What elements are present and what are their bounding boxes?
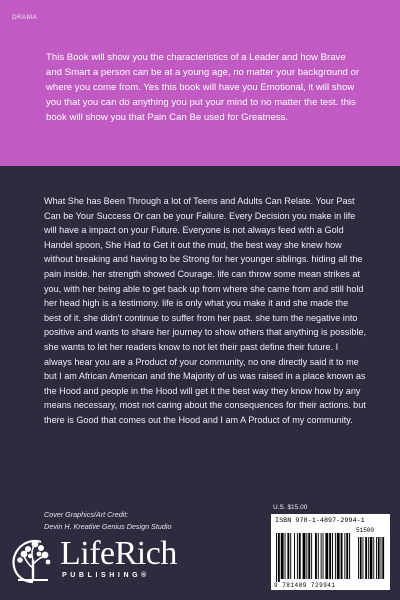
isbn-label: ISBN 978-1-4897-2994-1 [275,517,365,525]
price-label: U.S. $15.00 [273,504,308,511]
barcode-bar [325,533,328,579]
barcode-bar [297,533,298,579]
tree-icon [10,536,56,584]
barcode-bar [285,533,286,579]
barcode-addon-bar [360,537,362,579]
barcode-bar [315,533,317,579]
barcode-bar [332,533,333,579]
barcode-addon-bar [365,537,367,579]
isbn-digits: 9 781489 729941 [274,582,336,589]
cover-credit-line1: Cover Graphics/Art Credit: [44,510,129,519]
top-color-band [0,0,400,166]
barcode-bar [321,533,322,579]
publisher-logo [10,536,210,584]
top-blurb: This Book will show you the characteristics of a Leader and how Brave and Smart a person can be at a young age, no matter your background or where you come from. Yes this book will have you Emotional, it will show you that you can do anything you put your mind to no matter the test. this book will show you that Pain Can Be used for Greatness. [46,52,360,123]
barcode-bar [306,533,307,579]
barcode-bar [346,533,348,579]
barcode-bar [278,533,280,582]
barcode-addon-bar [376,537,377,579]
genre-label: DRAMA [12,14,37,21]
price-code-digits: 51500 [356,527,375,534]
barcode-bar [299,533,301,579]
barcode-addon-bar [358,537,359,579]
barcode-bar [341,533,343,579]
barcode-bar [318,533,319,579]
barcode-addon-bar [381,537,382,579]
barcode-bar [337,533,340,579]
barcode-bars [274,533,387,582]
barcode-addon-bar [382,537,384,579]
barcode-addon-bar [368,537,369,579]
barcode-bar [287,533,289,579]
publisher-name: LifeRich [60,535,177,572]
barcode-bar [276,533,277,582]
publisher-subtitle: PUBLISHING® [62,572,150,579]
isbn-barcode [271,514,390,590]
cover-credit [44,509,171,532]
barcode-bar [329,533,331,579]
barcode-bar [294,533,295,579]
barcode-addon-bar [378,537,380,579]
barcode-bar [281,533,284,579]
barcode-bar [311,533,312,579]
barcode-bar [290,533,291,579]
cover-credit-line2: Devin H. Kreative Genius Design Studio [44,521,172,531]
barcode-addon-bar [370,537,373,579]
barcode-bar [303,533,306,579]
barcode-bar [323,533,324,579]
barcode-bar [349,533,350,579]
barcode-bar [335,533,336,579]
barcode-bar [308,533,310,579]
barcode-bar [344,533,345,579]
barcode-addon-bar [363,537,364,579]
barcode-addon-bar [373,537,374,579]
main-description: What She has Been Through a lot of Teens and Adults Can Relate. Your Past Can be Your Success Or can be your Failure. Every Decision you make in life will have a impact on your Future. Everyone is not always feed with a Gold Handel spoon, She Had to Get it out the mud, the best way she knew how without breaking and having to be Strong for her younger siblings. hiding all the pain inside. her strength showed Courage. life can throw some mean strikes at you, with her being able to get back up from where she came from and still hold her head high is a testimony. life is only what you make it and she made the best of it. she didn't continue to suffer from her past. she turn the negative into positive and wants to share her journey to show others that anything is possible, she wants to let her readers know to not let their past define their future. I always hear you are a Product of your community, no one directly said it to me but I am African American and the Majority of us was raised in a place known as the Hood and people in the Hood will get it the best way they know how by any means necessary, most not caring about the consequences for their actions. but there is Good that comes out the Hood and I am A Product of my community. [44,196,367,425]
